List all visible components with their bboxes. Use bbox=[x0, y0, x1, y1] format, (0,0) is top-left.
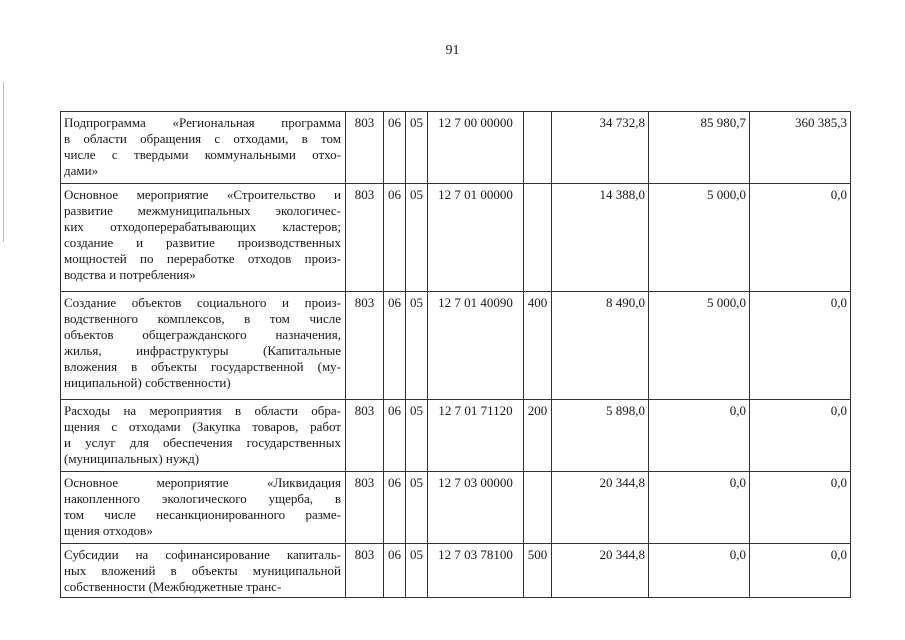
table-row bbox=[61, 112, 851, 184]
target-article-cell: 12 7 01 71120 bbox=[428, 400, 524, 472]
expense-type-cell: 500 bbox=[524, 544, 552, 598]
gr-code-cell: 803 bbox=[346, 544, 384, 598]
section-code-cell: 06 bbox=[384, 184, 406, 292]
subsection-code-cell: 05 bbox=[406, 292, 428, 400]
section-code-cell: 06 bbox=[384, 292, 406, 400]
row-name-line: развитие межмуниципальных экологичес- bbox=[64, 203, 341, 218]
gr-code-cell: 803 bbox=[346, 400, 384, 472]
amount-year-2-cell: 5 000,0 bbox=[649, 184, 750, 292]
amount-year-1-cell: 8 490,0 bbox=[552, 292, 649, 400]
table-row bbox=[61, 292, 851, 400]
row-name-line: том числе несанкционированного разме- bbox=[64, 507, 341, 522]
table-row bbox=[61, 184, 851, 292]
amount-year-2-cell: 85 980,7 bbox=[649, 112, 750, 184]
row-name-line: щения с отходами (Закупка товаров, работ bbox=[64, 419, 341, 434]
row-name-line: вложения в объекты государственной (му- bbox=[64, 359, 341, 374]
row-name-cell bbox=[61, 400, 346, 472]
amount-year-3-cell: 0,0 bbox=[750, 400, 851, 472]
row-name-line: водственного комплексов, в том числе bbox=[64, 311, 341, 326]
expense-type-cell: 200 bbox=[524, 400, 552, 472]
row-name-line: мощностей по переработке отходов произ- bbox=[64, 251, 341, 266]
row-name-cell bbox=[61, 292, 346, 400]
row-name-line: ниципальной) собственности) bbox=[64, 375, 231, 390]
row-name-line: Основное мероприятие «Строительство и bbox=[64, 187, 341, 202]
page-number: 91 bbox=[445, 43, 460, 58]
amount-year-3-cell: 0,0 bbox=[750, 472, 851, 544]
row-name-line: числе с твердыми коммунальными отхо- bbox=[64, 147, 341, 162]
row-name-line: накопленного экологического ущерба, в bbox=[64, 491, 341, 506]
table-row bbox=[61, 400, 851, 472]
row-name-line: жилья, инфраструктуры (Капитальные bbox=[64, 343, 341, 358]
amount-year-3-cell: 0,0 bbox=[750, 184, 851, 292]
amount-year-3-cell: 360 385,3 bbox=[750, 112, 851, 184]
budget-table bbox=[60, 111, 851, 598]
row-name-line: дами» bbox=[64, 163, 99, 178]
amount-year-1-cell: 34 732,8 bbox=[552, 112, 649, 184]
row-name-line: (муниципальных) нужд) bbox=[64, 451, 200, 466]
row-name-line: Подпрограмма «Региональная программа bbox=[64, 115, 341, 130]
target-article-cell: 12 7 01 00000 bbox=[428, 184, 524, 292]
gr-code-cell: 803 bbox=[346, 112, 384, 184]
row-name-line: объектов общегражданского назначения, bbox=[64, 327, 341, 342]
section-code-cell: 06 bbox=[384, 544, 406, 598]
amount-year-1-cell: 20 344,8 bbox=[552, 472, 649, 544]
row-name-line: Расходы на мероприятия в области обра- bbox=[64, 403, 341, 418]
expense-type-cell: 400 bbox=[524, 292, 552, 400]
target-article-cell: 12 7 03 78100 bbox=[428, 544, 524, 598]
subsection-code-cell: 05 bbox=[406, 400, 428, 472]
row-name-cell bbox=[61, 472, 346, 544]
row-name-line: в области обращения с отходами, в том bbox=[64, 131, 341, 146]
subsection-code-cell: 05 bbox=[406, 112, 428, 184]
expense-type-cell bbox=[524, 112, 552, 184]
row-name-cell bbox=[61, 184, 346, 292]
row-name-line: Субсидии на софинансирование капиталь- bbox=[64, 547, 341, 562]
table-row bbox=[61, 472, 851, 544]
section-code-cell: 06 bbox=[384, 400, 406, 472]
row-name-line: ных вложений в объекты муниципальной bbox=[64, 563, 341, 578]
amount-year-2-cell: 0,0 bbox=[649, 472, 750, 544]
amount-year-3-cell: 0,0 bbox=[750, 544, 851, 598]
subsection-code-cell: 05 bbox=[406, 472, 428, 544]
scan-edge-mark bbox=[3, 82, 4, 242]
target-article-cell: 12 7 00 00000 bbox=[428, 112, 524, 184]
amount-year-1-cell: 20 344,8 bbox=[552, 544, 649, 598]
target-article-cell: 12 7 03 00000 bbox=[428, 472, 524, 544]
section-code-cell: 06 bbox=[384, 112, 406, 184]
row-name-line: ких отходоперерабатывающих кластеров; bbox=[64, 219, 341, 234]
gr-code-cell: 803 bbox=[346, 292, 384, 400]
table-row bbox=[61, 544, 851, 598]
expense-type-cell bbox=[524, 184, 552, 292]
subsection-code-cell: 05 bbox=[406, 184, 428, 292]
gr-code-cell: 803 bbox=[346, 184, 384, 292]
row-name-line: создание и развитие производственных bbox=[64, 235, 341, 250]
amount-year-2-cell: 5 000,0 bbox=[649, 292, 750, 400]
row-name-line: собственности (Межбюджетные транс- bbox=[64, 579, 282, 594]
row-name-line: водства и потребления» bbox=[64, 267, 196, 282]
amount-year-2-cell: 0,0 bbox=[649, 544, 750, 598]
row-name-line: и услуг для обеспечения государственных bbox=[64, 435, 341, 450]
target-article-cell: 12 7 01 40090 bbox=[428, 292, 524, 400]
row-name-cell bbox=[61, 112, 346, 184]
section-code-cell: 06 bbox=[384, 472, 406, 544]
amount-year-1-cell: 5 898,0 bbox=[552, 400, 649, 472]
amount-year-3-cell: 0,0 bbox=[750, 292, 851, 400]
gr-code-cell: 803 bbox=[346, 472, 384, 544]
row-name-line: щения отходов» bbox=[64, 523, 153, 538]
amount-year-2-cell: 0,0 bbox=[649, 400, 750, 472]
row-name-line: Создание объектов социального и произ- bbox=[64, 295, 341, 310]
row-name-cell bbox=[61, 544, 346, 598]
amount-year-1-cell: 14 388,0 bbox=[552, 184, 649, 292]
expense-type-cell bbox=[524, 472, 552, 544]
subsection-code-cell: 05 bbox=[406, 544, 428, 598]
row-name-line: Основное мероприятие «Ликвидация bbox=[64, 475, 341, 490]
